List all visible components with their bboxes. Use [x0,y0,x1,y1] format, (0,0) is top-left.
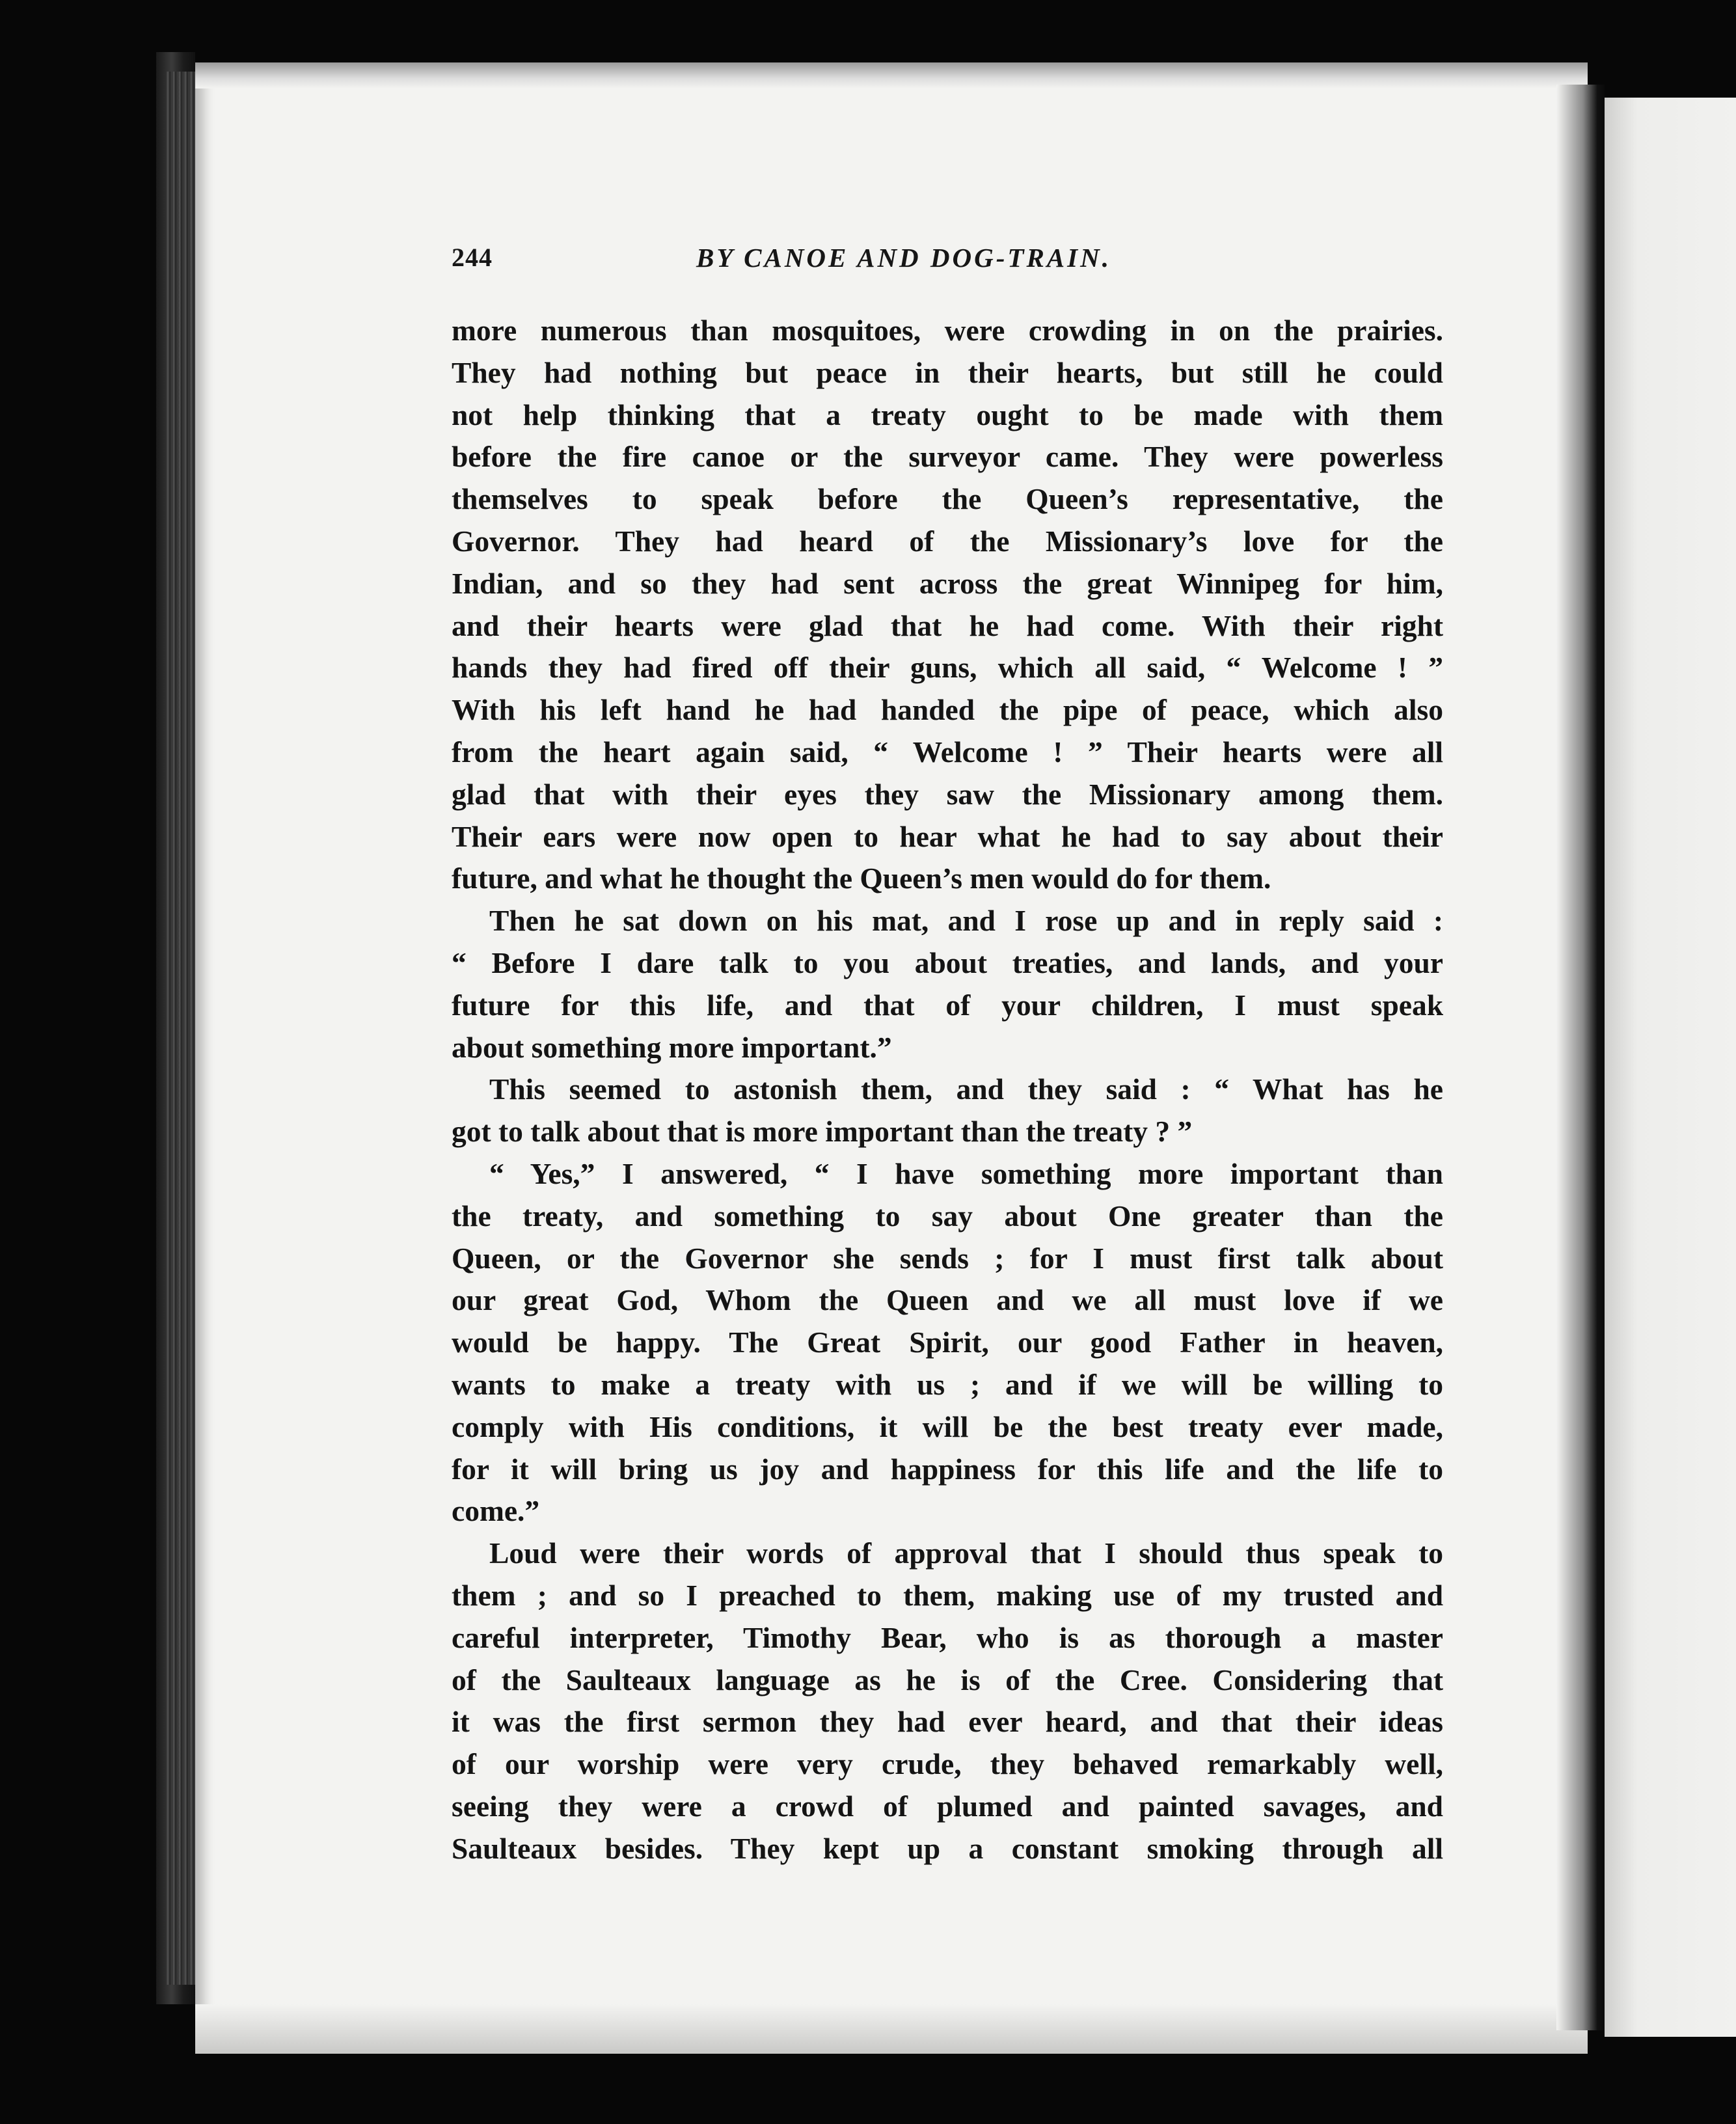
facing-page [1605,98,1736,2037]
text-line: got to talk about that is more important than the treaty ? ” [452,1115,1193,1149]
text-line: comply with His conditions, it will be the best treaty ever made, [452,1409,1443,1443]
text-line: the treaty, and something to say about One greater than the [452,1199,1443,1232]
running-head [452,242,1454,281]
text-line: “ Yes,” I answered, “ I have something more important than [489,1156,1443,1190]
text-line: before the fire canoe or the surveyor came. They were powerless [452,440,1443,474]
text-line: them ; and so I preached to them, making use of my trusted and [452,1578,1443,1612]
text-line: wants to make a treaty with us ; and if we will be willing to [452,1367,1443,1401]
text-line: come.” [452,1494,540,1528]
text-line: Indian, and so they had sent across the great Winnipeg for him, [452,566,1443,600]
running-title: BY CANOE AND DOG-TRAIN. [696,243,1111,273]
text-line: This seemed to astonish them, and they said : “ What has he [489,1072,1443,1106]
text-line: future for this life, and that of your children, I must speak [452,988,1443,1022]
text-line: of our worship were very crude, they behaved remarkably well, [452,1747,1443,1781]
text-line: glad that with their eyes they saw the Missionary among them. [452,777,1443,811]
text-line: They had nothing but peace in their hearts, but still he could [452,355,1443,389]
text-line: Their ears were now open to hear what he had to say about their [452,819,1443,853]
text-line: more numerous than mosquitoes, were crowding in on the prairies. [452,314,1443,347]
text-line: themselves to speak before the Queen’s representative, the [452,482,1443,516]
spine-shadow [1556,85,1605,2030]
text-line: Loud were their words of approval that I should thus speak to [489,1536,1443,1570]
text-line: for it will bring us joy and happiness for this life and the life to [452,1452,1443,1486]
text-line: “ Before I dare talk to you about treaties, and lands, and your [452,946,1443,979]
text-line: future, and what he thought the Queen’s men would do for them. [452,862,1271,895]
text-line: and their hearts were glad that he had come. With their right [452,608,1443,642]
text-line: our great God, Whom the Queen and we all must love if we [452,1283,1443,1317]
text-line: Governor. They had heard of the Missionary’s love for the [452,524,1443,558]
text-line: Queen, or the Governor she sends ; for I must first talk about [452,1241,1443,1275]
page-number: 244 [452,243,493,272]
text-line: Then he sat down on his mat, and I rose up and in reply said : [489,904,1443,938]
page-top-shadow [195,62,1588,88]
text-line: hands they had fired off their guns, which all said, “ Welcome ! ” [452,651,1443,685]
body-text [452,310,1443,1870]
text-line: not help thinking that a treaty ought to be made with them [452,398,1443,431]
text-line: of the Saulteaux language as he is of the Cree. Considering that [452,1663,1443,1696]
text-line: With his left hand he had handed the pipe of peace, which also [452,693,1443,727]
text-line: from the heart again said, “ Welcome ! ” Their hearts were all [452,735,1443,769]
page-bottom-shadow [195,2004,1588,2054]
text-line: it was the first sermon they had ever heard, and that their ideas [452,1705,1443,1739]
page-edges [166,72,195,1985]
text-line: Saulteaux besides. They kept up a constant smoking through all [452,1831,1443,1865]
text-line: about something more important.” [452,1030,892,1064]
text-line: would be happy. The Great Spirit, our good Father in heaven, [452,1326,1443,1359]
text-line: careful interpreter, Timothy Bear, who is as thorough a master [452,1620,1443,1654]
text-line: seeing they were a crowd of plumed and painted savages, and [452,1789,1443,1823]
